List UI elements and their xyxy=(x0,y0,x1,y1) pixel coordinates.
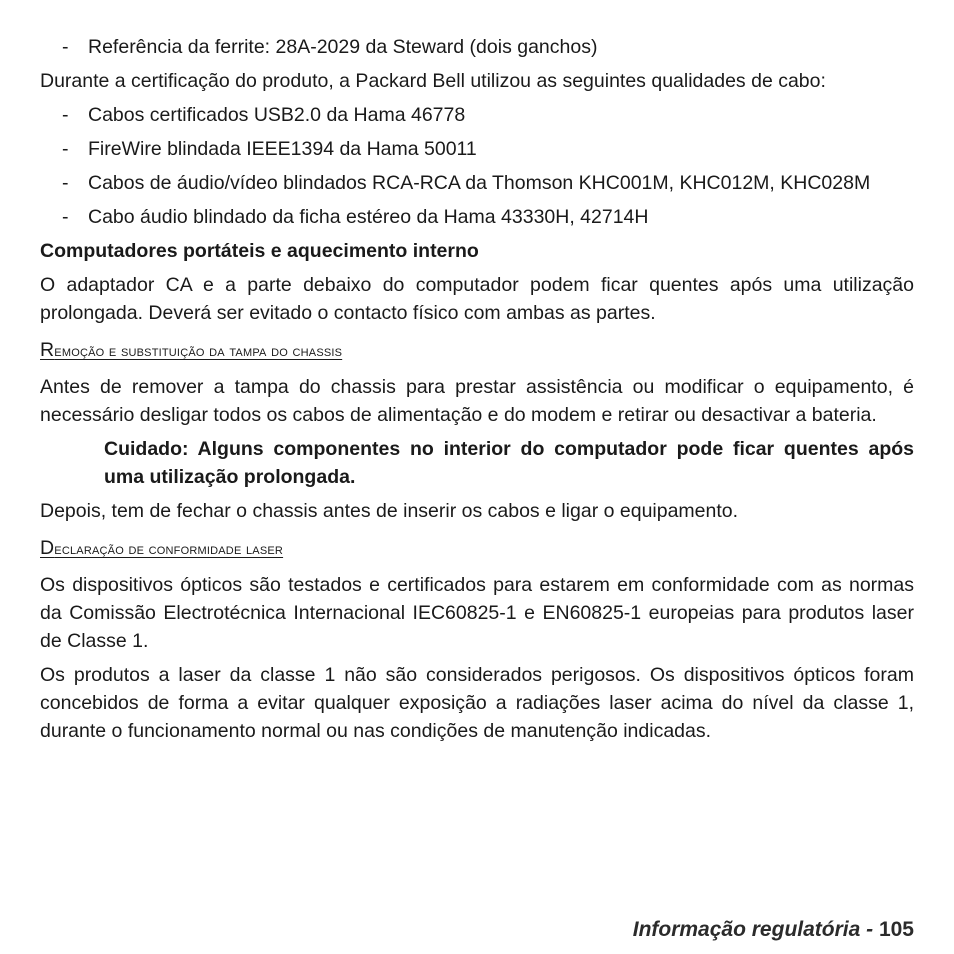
bullet-dash: - xyxy=(62,138,69,160)
page-number: 105 xyxy=(878,918,914,941)
cable-item: Cabos de áudio/vídeo blindados RCA-RCA da Thomson KHC001M, KHC012M, KHC028M xyxy=(88,172,871,194)
page-body xyxy=(40,33,914,745)
caution-note: Cuidado: Alguns componentes no interior do computador pode ficar quentes após uma utilização prolongada. xyxy=(104,438,914,488)
cable-intro: Durante a certificação do produto, a Packard Bell utilizou as seguintes qualidades de cabo: xyxy=(40,70,826,92)
laser-text-1: Os dispositivos ópticos são testados e certificados para estarem em conformidade com as normas da Comissão Electrotécnica Internacional IEC60825-1 e EN60825-1 europeias para produtos laser de Classe 1. xyxy=(40,574,914,652)
title-rest: eclaração de conformidade laser xyxy=(54,541,284,558)
laptop-heat-text: O adaptador CA e a parte debaixo do computador podem ficar quentes após uma utilização prolongada. Deverá ser evitado o contacto físico com ambas as partes. xyxy=(40,274,914,324)
bullet-dash: - xyxy=(62,36,69,58)
cable-item: Cabo áudio blindado da ficha estéreo da Hama 43330H, 42714H xyxy=(88,206,649,228)
list-item xyxy=(40,203,914,231)
title-rest: emoção e substituição da tampa do chassis xyxy=(54,343,343,360)
bullet-dash: - xyxy=(62,172,69,194)
chassis-text: Antes de remover a tampa do chassis para prestar assistência ou modificar o equipamento, é necessário desligar todos os cabos de alimentação e do modem e retirar ou desactivar a bateria. xyxy=(40,376,914,426)
cable-item: Cabos certificados USB2.0 da Hama 46778 xyxy=(88,104,466,126)
chassis-after-text: Depois, tem de fechar o chassis antes de inserir os cabos e ligar o equipamento. xyxy=(40,500,739,522)
laser-text-2: Os produtos a laser da classe 1 não são considerados perigosos. Os dispositivos ópticos foram concebidos de forma a evitar qualquer exposição a radiações laser acima do nível da classe 1, durante o funcionamento normal ou nas condições de manutenção indicadas. xyxy=(40,664,914,742)
ferrite-reference: Referência da ferrite: 28A-2029 da Steward (dois ganchos) xyxy=(88,36,598,58)
title-initial: R xyxy=(40,339,55,361)
list-item xyxy=(40,169,914,197)
laser-section-title xyxy=(40,537,914,561)
list-item xyxy=(40,33,914,61)
list-item xyxy=(40,135,914,163)
chassis-section-title xyxy=(40,339,914,363)
list-item xyxy=(40,101,914,129)
page-footer xyxy=(633,916,914,944)
cable-item: FireWire blindada IEEE1394 da Hama 50011 xyxy=(88,138,477,160)
laptop-heat-heading: Computadores portáteis e aquecimento interno xyxy=(40,240,479,262)
bullet-dash: - xyxy=(62,104,69,126)
footer-label: Informação regulatória - xyxy=(632,918,879,941)
title-initial: D xyxy=(40,537,55,559)
bullet-dash: - xyxy=(62,206,69,228)
